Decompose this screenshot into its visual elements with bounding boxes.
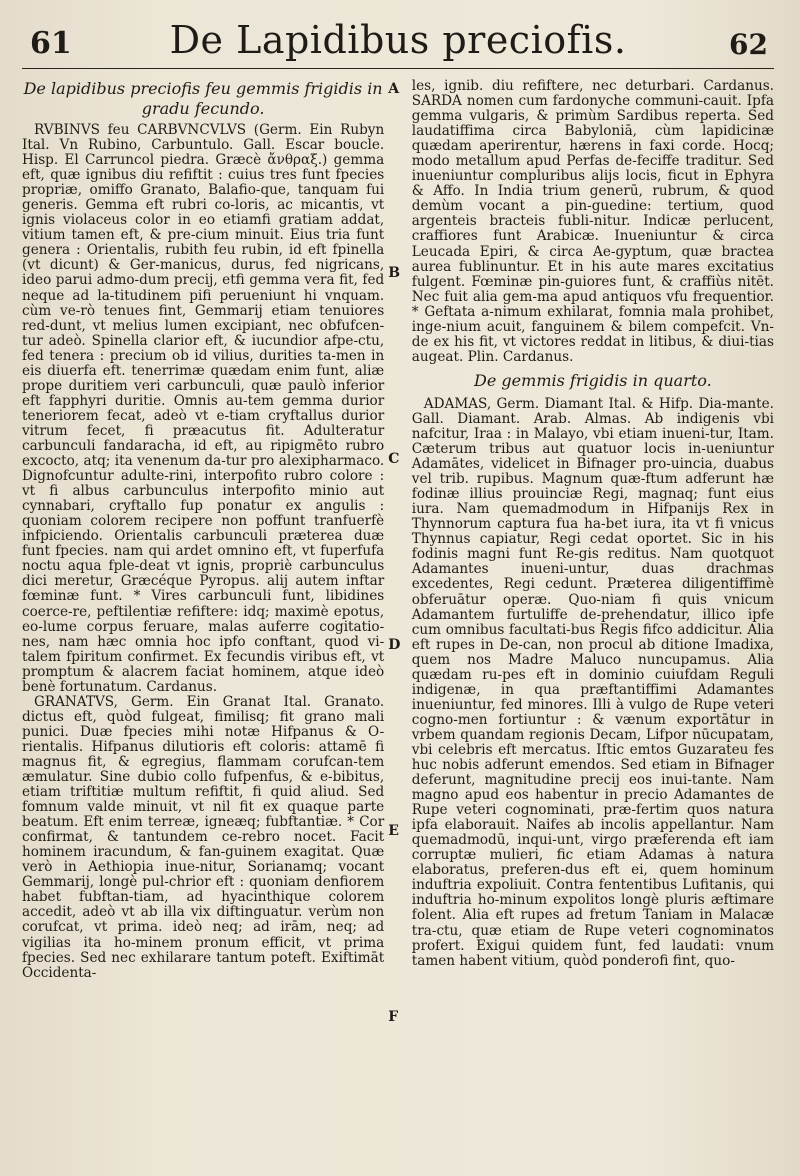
page-header [22, 14, 774, 69]
margin-letters [384, 79, 412, 1025]
left-column [22, 79, 384, 981]
margin-letter-e: E [388, 823, 399, 839]
paragraph-adamas: ADAMAS, Germ. Diamant Ital. & Hifp. Dia-mante. Gall. Diamant. Arab. Almas. Ab indigenis vbi nafcitur, Iraa : in Malayo, vbi etiam inueni-tur, Itam. Cæterum tribus aut quatuor locis in-ueniuntur Adamātes, videlicet in Bifnager pro-uincia, duabus vel trib. rupibus. Magnum quæ-ftum adferunt hæ fodinæ illius prouinciæ Regi, magnaq; funt eius iura. Nam quemadmodum in Hifpanijs Rex in Thynnorum captura fua ha-bet iura, ita vt fi vnicus Thynnus capiatur, Regi cedat oportet. Sic in his fodinis magni funt Re-gis reditus. Nam quotquot Adamantes inueni-untur, duas drachmas excedentes, Regi cedunt. Præterea diligentiffimè obferuātur operæ. Quo-niam fi quis vnicum Adamantem furtuliffe de-prehendatur, illico ipfe cum omnibus facultati-bus Regis fifco addicitur. Alia eft rupes in De-can, non procul ab ditione Imadixa, quem nos Madre Maluco nuncupamus. Alia quædam ru-pes eft in dominio cuiufdam Reguli indigenæ, in qua præftantiffimi Adamantes inueniuntur, fed minores. Illi à vulgo de Rupe veteri cogno-men fortiuntur : & vænum exportātur in vrbem quandam regionis Decam, Lifpor nūcupatam, vbi celebris eft mercatus. Iftic emtos Guzarateu fes huc nobis adferunt emendos. Sed etiam in Bifnager deferunt, magnitudine precij eos inui-tante. Nam magno apud eos habentur in precio Adamantes de Rupe veteri cognominati, præ-fertim quos natura ipfa elaborauit. Naifes ab incolis appellantur. Nam quemadmodū, inqui-unt, virgo præferenda eft iam corruptæ mulieri, fic etiam Adamas à natura elaboratus, preferen-dus eft ei, quem hominum induftria expoliuit. Contra fententibus Lufitanis, qui induftria ho-minum expolitos longè pluris æftimare folent. Alia eft rupes ad fretum Taniam in Malacæ tra-ctu, quæ etiam de Rupe veteri cognominatos profert. Exigui quidem funt, fed laudati: vnum tamen habent vitium, quòd ponderofi fint, quo- [411, 395, 774, 969]
section-heading-second-degree: De lapidibus preciofis feu gemmis frigidis in gradu fecundo. [23, 79, 383, 118]
page-number-right: 62 [729, 28, 768, 61]
page-number-left: 61 [30, 26, 72, 61]
paragraph-granatus: GRANATVS, Germ. Ein Granat Ital. Granato. dictus eft, quòd fulgeat, fimilisq; fit grano mali punici. Duæ fpecies mihi notæ Hifpanus & O-rientalis. Hifpanus dilutioris eft coloris: attamē fi magnus fit, & egregius, flammam corufcan-tem æmulatur. Sine dubio collo fufpenfus, & e-bibitus, etiam triftitiæ multum refiftit, fi quid aliud. Sed fomnum valde minuit, vt nil fit ex quaque parte beatum. Eft enim terreæ, igneæq; fubftantiæ. * Cor confirmat, & tantundem ce-rebro nocet. Facit hominem iracundum, & fan-guinem exagitat. Quæ verò in Aethiopia inue-nitur, Sorianamq; vocant Gemmarij, longè pul-chrior eft : quoniam denfiorem habet fubftan-tiam, ad hyacinthique colorem accedit, adeò vt ab illa vix diftinguatur. verùm non corufcat, vt prima. ideò neq; ad irām, neq; ad vigilias ita ho-minem pronum efficit, vt prima fpecies. Sed nec exhilarare tantum poteft. Exiftimāt Occidenta- [22, 693, 385, 981]
margin-letter-f: F [388, 1009, 399, 1025]
section-heading-fourth-degree: De gemmis frigidis in quarto. [474, 370, 712, 390]
margin-letter-b: B [388, 265, 401, 281]
paragraph-sarda: les, ignib. diu refiftere, nec deturbari. Cardanus. SARDA nomen cum fardonyche communi-cauit. Ipfa gemma vulgaris, & primùm Sardibus reperta. Sed laudatiffima circa Babyloniā, cùm lapidicinæ quædam aperirentur, hærens in faxi corde. Hocq; modo metallum apud Perfas de-feciffe traditur. Sed inueniuntur compluribus alijs locis, ficut in Ephyra & Affo. In India trium generū, rubrum, & quod demùm vocant a pin-guedine: tertium, quod argenteis bracteis fubli-nitur. Indicæ perlucent, craffiores funt Arabicæ. Inueniuntur & circa Leucada Epiri, & circa Ae-gyptum, quæ bractea aurea fublinuntur. Et in his aute mares excitatius fulgent. Fœminæ pin-guiores funt, & craffiùs nitēt. Nec fuit alia gem-ma apud antiquos vfu frequentior. * Geftata a-nimum exhilarat, fomnia mala prohibet, inge-nium acuit, fanguinem & bilem compefcit. Vn-de ex his fit, vt victores reddat in litibus, & diui-tias augeat. Plin. Cardanus. [411, 78, 774, 365]
running-title: De Lapidibus preciofis. [169, 18, 627, 62]
margin-letter-a: A [388, 81, 400, 97]
margin-letter-c: C [388, 451, 400, 467]
paragraph-rubinus: RVBINVS feu CARBVNCVLVS (Germ. Ein Rubyn Ital. Vn Rubino, Carbuntulo. Gall. Escar boucle. Hisp. El Carruncol piedra. Græcè ἄνθραξ.) gemma eft, quæ ignibus diu refiftit : cuius tres funt fpecies propriæ, omiffo Granato, Balafio-que, tanquam fui generis. Gemma eft rubri co-loris, ac micantis, vt ignis violaceus color in eo etiamfi gratiam addat, vitium tamen eft, & pre-cium minuit. Eius tria funt genera : Orientalis, rubith feu rubin, id eft fpinella (vt dicunt) & Ger-manicus, durus, fed nigricans, ideo parui admo-dum precij, etfi gemma vera fit, fed neque ad la-titudinem pifi perueniunt hi vnquam. cùm ve-rò tenues fint, Gemmarij etiam tenuiores red-dunt, vt melius lumen excipiant, nec obfufcen-tur adeò. Spinella clarior eft, & iucundior afpe-ctu, fed tenera : precium ob id vilius, durities ta-men in eis diuerfa eft. tenerrimæ quædam enim funt, aliæ prope duritiem veri carbunculi, quæ paulò inferior eft fapphyri duritie. Omnis au-tem gemma durior teneriorem fecat, adeò vt e-tiam cryftallus durior vitrum fecet, fi præacutus fit. Adulteratur carbunculi fandaracha, id eft, au ripigmēto rubro excocto, atq; ita venenum da-tur pro alexipharmaco. Dignofcuntur adulte-rini, interpofito rubro colore : vt fi albus carbunculus interpofito minio aut cynnabari, cryftallo fup ponatur ex angulis : quoniam colorem recipere non poffunt tranfuerfè infpiciendo. Orientalis carbunculi præterea duæ funt fpecies. nam qui ardet omnino eft, vt fuperfufa noctu aqua fple-deat vt ignis, propriè carbunculus dici meretur, Græcéque Pyropus. alij autem inftar fœminæ funt. * Vires carbunculi funt, libidines coerce-re, peftilentiæ refiftere: idq; maximè epotus, eo-lume corpus feruare, malas auferre cogitatio-nes, nam hæc omnia hoc ipfo conftant, quod vi-talem fpiritum confirmet. Ex fecundis viribus eft, vt promptum & alacrem faciat hominem, atque ideò benè fortunatum. Cardanus. [22, 122, 385, 695]
right-column [412, 79, 774, 981]
margin-letter-d: D [388, 637, 401, 653]
text-columns [22, 78, 774, 1025]
